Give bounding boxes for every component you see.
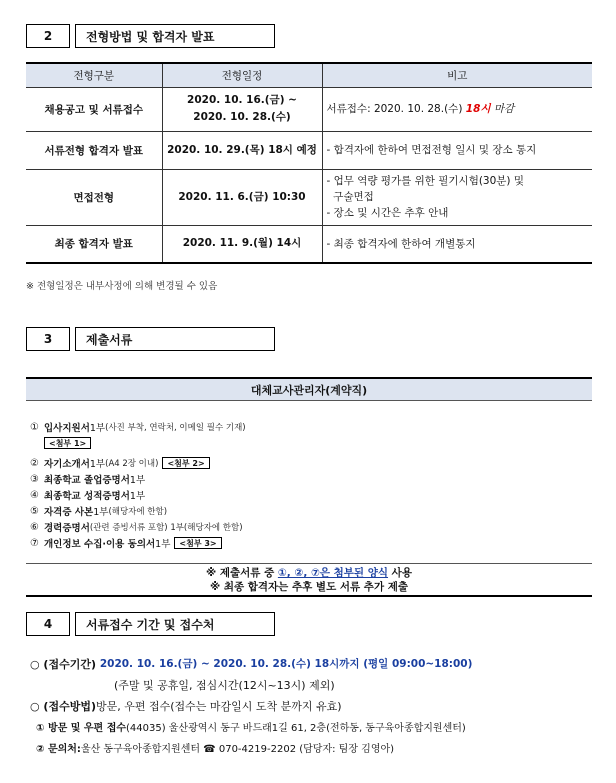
footer-line: [26, 566, 592, 580]
note-line: - 업무 역량 평가를 위한 필기시험(30분) 및: [326, 175, 525, 187]
note-line: 구술면접: [326, 191, 374, 203]
schedule-footnote: ※ 전형일정은 내부사정에 의해 변경될 수 있음: [26, 281, 218, 292]
period-line: [30, 653, 610, 674]
visit-address: (44035) 울산광역시 동구 바드래1길 61, 2층(전하동, 동구육아종합지원센터): [126, 723, 466, 734]
date-line: 2020. 10. 16.(금) ~: [187, 94, 297, 106]
list-item: [30, 487, 246, 503]
item-number: ①: [30, 421, 39, 433]
item-detail: (사진 부착, 연락처, 이메일 필수 기재): [105, 423, 246, 433]
period-value: 2020. 10. 16.(금) ~ 2020. 10. 28.(수) 18시까지 (평일 09:00~18:00): [99, 658, 473, 670]
note-text: 서류접수: 2020. 10. 28.(수): [326, 103, 466, 115]
documents-footer: [26, 563, 592, 597]
list-item: [30, 535, 246, 551]
item-name: 최종학교 성적증명서: [44, 491, 130, 502]
date-cell: 2020. 10. 29.(목) 18시 예정: [162, 131, 322, 169]
item-qty: 1부: [129, 475, 146, 486]
section-number: 2: [26, 24, 70, 48]
section-title: 전형방법 및 합격자 발표: [75, 24, 275, 48]
footer-highlight: ①, ②, ⑦은 첨부된 양식: [277, 567, 389, 579]
table-row: [26, 169, 592, 225]
item-name: 자격증 사본: [44, 507, 94, 518]
item-number: ⑤: [30, 505, 39, 517]
list-item: [30, 503, 246, 519]
section-3-header: [26, 327, 275, 351]
stage-cell: 서류전형 합격자 발표: [26, 131, 162, 169]
contact-line: [30, 737, 610, 758]
item-qty: 1부: [89, 459, 106, 470]
visit-line: [30, 716, 610, 737]
item-number: ③: [30, 473, 39, 485]
table-header-row: [26, 63, 592, 87]
item-name: 개인정보 수집·이용 동의서: [44, 539, 156, 550]
item-number: ④: [30, 489, 39, 501]
section-title: 서류접수 기간 및 접수처: [75, 612, 275, 636]
item-name: 자기소개서: [44, 459, 90, 470]
list-item: [30, 435, 246, 451]
item-number: ⑦: [30, 537, 39, 549]
item-number: ⑥: [30, 521, 39, 533]
schedule-table: [26, 62, 592, 264]
date-cell: [162, 87, 322, 131]
note-cell: - 최종 합격자에 한하여 개별통지: [322, 225, 592, 263]
item-detail: (A4 2장 이내): [105, 459, 159, 469]
item-name: 경력증명서: [44, 523, 90, 534]
note-cell: - 합격자에 한하여 면접전형 일시 및 장소 통지: [322, 131, 592, 169]
documents-list: [30, 419, 246, 551]
list-item: [30, 455, 246, 471]
item-detail: (해당자에 한함): [108, 507, 168, 517]
column-header: 전형일정: [162, 63, 322, 87]
section-number: 3: [26, 327, 70, 351]
table-row: [26, 131, 592, 169]
note-cell: [322, 87, 592, 131]
footer-line: ※ 최종 합격자는 추후 별도 서류 추가 제출: [209, 581, 409, 593]
period-note: (주말 및 공휴일, 점심시간(12시~13시) 제외): [114, 678, 335, 692]
table-row: [26, 87, 592, 131]
period-label: ○ (접수기간): [30, 657, 100, 671]
list-item: [30, 519, 246, 535]
note-text: 마감: [490, 103, 515, 115]
method-value: 방문, 우편 접수(접수는 마감일시 도착 분까지 유효): [96, 699, 342, 713]
contact-label: ② 문의처:: [36, 744, 81, 755]
list-item: [30, 419, 246, 435]
date-cell: 2020. 11. 6.(금) 10:30: [162, 169, 322, 225]
deadline-highlight: 18시: [465, 103, 491, 115]
item-number: ②: [30, 457, 39, 469]
item-qty: 1부: [89, 423, 106, 434]
section-title: 제출서류: [75, 327, 275, 351]
stage-cell: 채용공고 및 서류접수: [26, 87, 162, 131]
item-name: 최종학교 졸업증명서: [44, 475, 130, 486]
stage-cell: 면접전형: [26, 169, 162, 225]
date-line: 2020. 10. 28.(수): [193, 111, 291, 123]
documents-box-title: 대체교사관리자(계약직): [26, 377, 592, 401]
item-detail: (관련 증빙서류 포함) 1부(해당자에 한함): [89, 523, 243, 533]
table-row: [26, 225, 592, 263]
footer-text: ※ 제출서류 중: [206, 567, 278, 579]
column-header: 비고: [322, 63, 592, 87]
period-note-line: [30, 674, 610, 695]
section-number: 4: [26, 612, 70, 636]
item-qty: 1부: [155, 539, 171, 550]
contact-value: 울산 동구육아종합지원센터 ☎ 070-4219-2202 (담당자: 팀장 김영아): [80, 744, 395, 755]
section-4-header: [26, 612, 275, 636]
item-name: 입사지원서: [44, 423, 90, 434]
note-cell: [322, 169, 592, 225]
method-line: [30, 695, 610, 716]
attachment-badge: <첨부 2>: [162, 457, 209, 469]
reception-info: [30, 653, 610, 758]
attachment-badge: <첨부 3>: [174, 537, 221, 549]
list-item: [30, 471, 246, 487]
item-qty: 1부: [93, 507, 109, 518]
documents-box: [26, 377, 592, 593]
note-line: - 장소 및 시간은 추후 안내: [326, 207, 449, 219]
footer-text: 사용: [388, 567, 412, 579]
date-cell: 2020. 11. 9.(월) 14시: [162, 225, 322, 263]
column-header: 전형구분: [26, 63, 162, 87]
method-label: ○ (접수방법): [30, 699, 96, 713]
stage-cell: 최종 합격자 발표: [26, 225, 162, 263]
section-2-header: [26, 24, 275, 48]
item-qty: 1부: [129, 491, 146, 502]
visit-label: ① 방문 및 우편 접수: [36, 723, 127, 734]
attachment-badge: <첨부 1>: [44, 437, 91, 449]
